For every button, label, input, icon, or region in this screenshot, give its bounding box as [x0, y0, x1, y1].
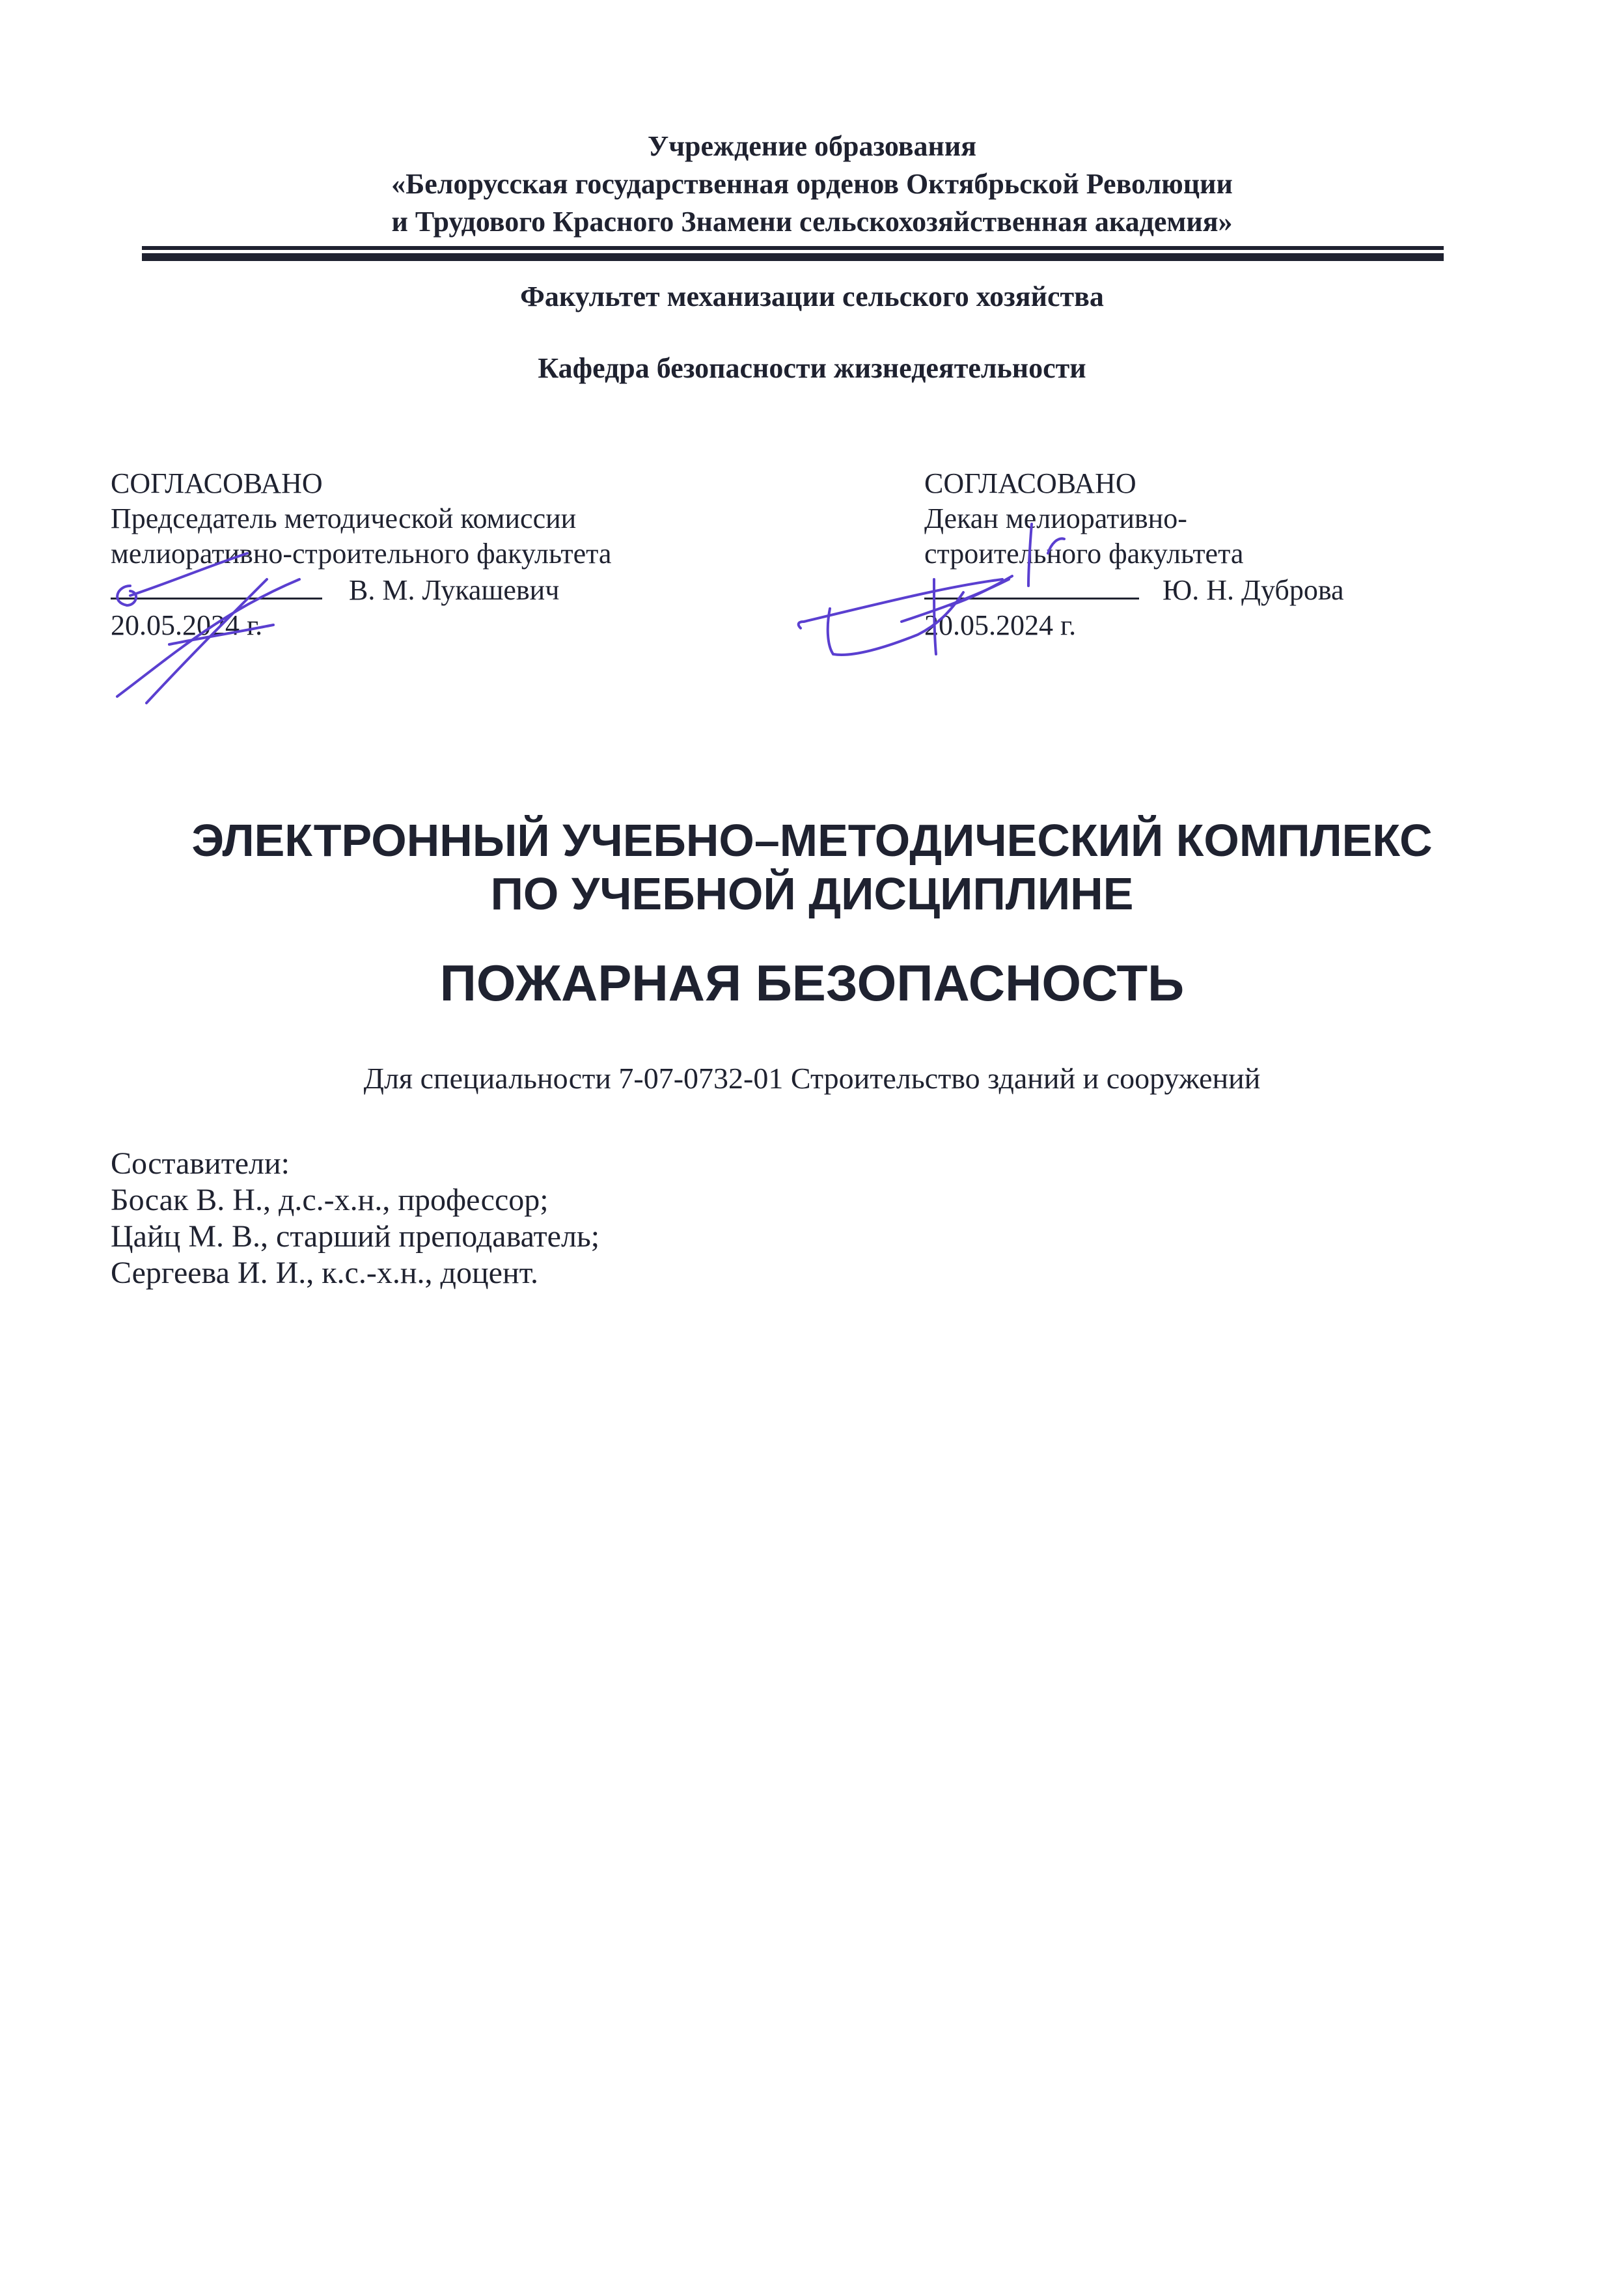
header-line-2: «Белорусская государственная орденов Октябрьской Революции: [391, 168, 1233, 200]
institution-header: [0, 128, 1624, 241]
header-divider: [142, 246, 1444, 261]
title-line-1: ЭЛЕКТРОННЫЙ УЧЕБНО–МЕТОДИЧЕСКИЙ КОМПЛЕКС: [191, 815, 1433, 866]
approval-heading: СОГЛАСОВАНО: [924, 467, 1136, 499]
faculty-name: Факультет механизации сельского хозяйства: [520, 281, 1104, 312]
approval-date: 20.05.2024 г.: [111, 609, 263, 641]
header-line-3: и Трудового Красного Знамени сельскохозяйственная академия»: [391, 206, 1233, 238]
header-line-1: Учреждение образования: [647, 130, 977, 162]
approval-position-line-2: мелиоративно-строительного факультета: [111, 538, 612, 570]
author-item: Сергеева И. И., к.с.-х.н., доцент.: [111, 1256, 538, 1290]
complex-title: [0, 814, 1624, 920]
signature-right-icon: [788, 514, 1100, 670]
approval-date: 20.05.2024 г.: [924, 609, 1077, 641]
authors-block: [111, 1146, 599, 1291]
author-item: Цайц М. В., старший преподаватель;: [111, 1219, 600, 1254]
author-item: Босак В. Н., д.с.-х.н., профессор;: [111, 1183, 549, 1217]
approval-position-line-1: Декан мелиоративно-: [924, 503, 1187, 534]
approval-position-line-1: Председатель методической комиссии: [111, 503, 577, 534]
signer-name: Ю. Н. Дуброва: [1163, 574, 1344, 606]
approval-position-line-2: строительного факультета: [924, 538, 1244, 570]
signer-name: В. М. Лукашевич: [349, 574, 560, 606]
department-name: Кафедра безопасности жизнедеятельности: [538, 352, 1086, 384]
specialty-line: Для специальности 7-07-0732-01 Строительство зданий и сооружений: [363, 1062, 1261, 1095]
divider-thick-line: [142, 253, 1444, 261]
approval-heading: СОГЛАСОВАНО: [111, 467, 323, 499]
discipline-title: ПОЖАРНАЯ БЕЗОПАСНОСТЬ: [439, 954, 1185, 1012]
title-line-2: ПО УЧЕБНОЙ ДИСЦИПЛИНЕ: [490, 868, 1134, 919]
authors-heading: Составители:: [111, 1146, 290, 1181]
signature-left-icon: [91, 540, 351, 710]
